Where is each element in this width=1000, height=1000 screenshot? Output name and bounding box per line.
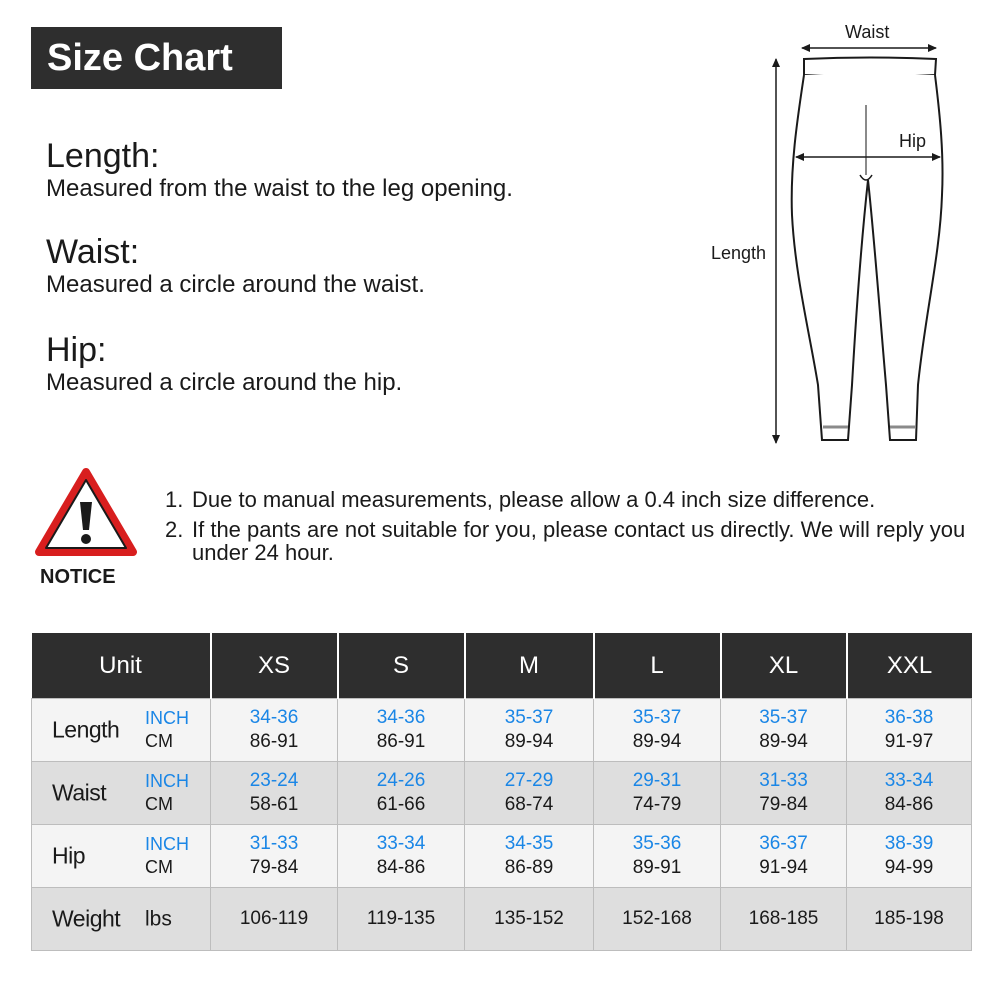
inch-value: 33-34 [376,833,426,854]
note-text: Due to manual measurements, please allow a 0.4 inch size difference. [192,487,876,512]
table-cell [211,762,338,825]
inch-value: 35-37 [632,707,682,728]
table-cell [594,825,721,888]
measurement-name: Hip [52,842,86,869]
table-cell [721,888,847,951]
inch-value: 24-26 [376,770,426,791]
table-header-cell: S [338,633,465,699]
cm-value: 74-79 [632,794,682,815]
table-cell [847,825,972,888]
definition-length [46,137,513,203]
cm-value: 84-86 [884,794,934,815]
table-cell [594,699,721,762]
notice-note [165,488,975,511]
measurement-name: Weight [52,905,121,932]
table-row [32,888,972,951]
table-cell [211,825,338,888]
notice-note [165,518,975,564]
inch-value: 29-31 [632,770,682,791]
notice-notes [165,488,975,571]
inch-value: 35-36 [632,833,682,854]
unit-labels [145,908,172,931]
table-cell [338,825,465,888]
page-title: Size Chart [31,27,282,89]
size-table [31,633,972,951]
unit-cm: CM [145,731,173,751]
inch-value: 33-34 [884,770,934,791]
table-header-cell: Unit [32,633,211,699]
leggings-measurement-diagram [700,15,970,455]
unit-labels [145,833,189,879]
cm-value: 91-94 [759,857,808,878]
table-cell [721,825,847,888]
cm-value: 89-94 [759,731,808,752]
unit-labels [145,707,189,753]
unit-labels [145,770,189,816]
table-header-cell: L [594,633,721,699]
cm-value: 94-99 [884,857,934,878]
table-cell [338,888,465,951]
inch-value: 38-39 [884,833,934,854]
inch-value: 34-36 [376,707,426,728]
cm-value: 79-84 [759,794,808,815]
cm-value: 86-91 [376,731,426,752]
table-cell [338,762,465,825]
unit-inch: INCH [145,771,189,791]
unit-inch: INCH [145,708,189,728]
cm-value: 86-91 [249,731,299,752]
inch-value: 27-29 [504,770,554,791]
length-label: Length [711,243,767,263]
row-label-cell [32,762,211,825]
table-header-cell: XS [211,633,338,699]
definition-waist [46,233,425,299]
inch-value: 35-37 [759,707,808,728]
definition-text: Measured a circle around the hip. [46,369,403,396]
table-cell [847,888,972,951]
table-row [32,825,972,888]
cm-value: 89-94 [632,731,682,752]
table-cell [847,699,972,762]
table-cell [465,825,594,888]
table-cell [594,762,721,825]
unit-cm: CM [145,857,173,877]
table-cell [338,699,465,762]
inch-value: 34-35 [504,833,554,854]
inch-value: 35-37 [504,707,554,728]
measurement-name: Length [52,716,120,743]
row-label-cell [32,699,211,762]
table-cell [721,762,847,825]
table-cell [721,699,847,762]
cm-value: 89-91 [632,857,682,878]
cm-value: 91-97 [884,731,934,752]
inch-value: 31-33 [249,833,299,854]
cm-value: 58-61 [249,794,299,815]
table-cell [465,888,594,951]
table-header-cell: XL [721,633,847,699]
hip-label: Hip [899,131,927,151]
cm-value: 61-66 [376,794,426,815]
row-label-cell [32,825,211,888]
leggings-diagram-icon [700,15,970,455]
table-cell [211,699,338,762]
table-cell [847,762,972,825]
inch-value: 31-33 [759,770,808,791]
inch-value: 36-38 [884,707,934,728]
lbs-value: 152-168 [622,908,692,929]
table-cell [211,888,338,951]
definition-heading: Length: [46,137,160,175]
table-row [32,699,972,762]
lbs-value: 135-152 [494,908,564,929]
table-cell [594,888,721,951]
lbs-value: 119-135 [366,908,436,929]
table-header-cell: M [465,633,594,699]
inch-value: 36-37 [759,833,808,854]
inch-value: 34-36 [249,707,299,728]
table-header-cell: XXL [847,633,972,699]
row-label-cell [32,888,211,951]
measurement-name: Waist [52,779,107,806]
cm-value: 68-74 [504,794,554,815]
table-header-row [32,633,972,699]
cm-value: 84-86 [376,857,426,878]
waist-label: Waist [845,22,890,42]
definition-text: Measured from the waist to the leg opening. [46,175,513,202]
lbs-value: 168-185 [748,908,819,929]
table-cell [465,762,594,825]
cm-value: 79-84 [249,857,299,878]
note-number: 2. [165,517,184,542]
table-row [32,762,972,825]
lbs-value: 106-119 [239,908,309,929]
definition-heading: Hip: [46,331,107,369]
notice-label: NOTICE [40,566,116,588]
cm-value: 86-89 [504,857,554,878]
definition-text: Measured a circle around the waist. [46,271,425,298]
unit-cm: CM [145,794,173,814]
definition-heading: Waist: [46,233,140,271]
inch-value: 23-24 [249,770,299,791]
note-number: 1. [165,487,184,512]
lbs-value: 185-198 [874,908,944,929]
unit-inch: INCH [145,834,189,854]
unit-lbs: lbs [145,907,172,931]
note-text: If the pants are not suitable for you, please contact us directly. We will reply you under 24 hour. [192,517,966,565]
cm-value: 89-94 [504,731,554,752]
definition-hip [46,331,402,397]
table-cell [465,699,594,762]
